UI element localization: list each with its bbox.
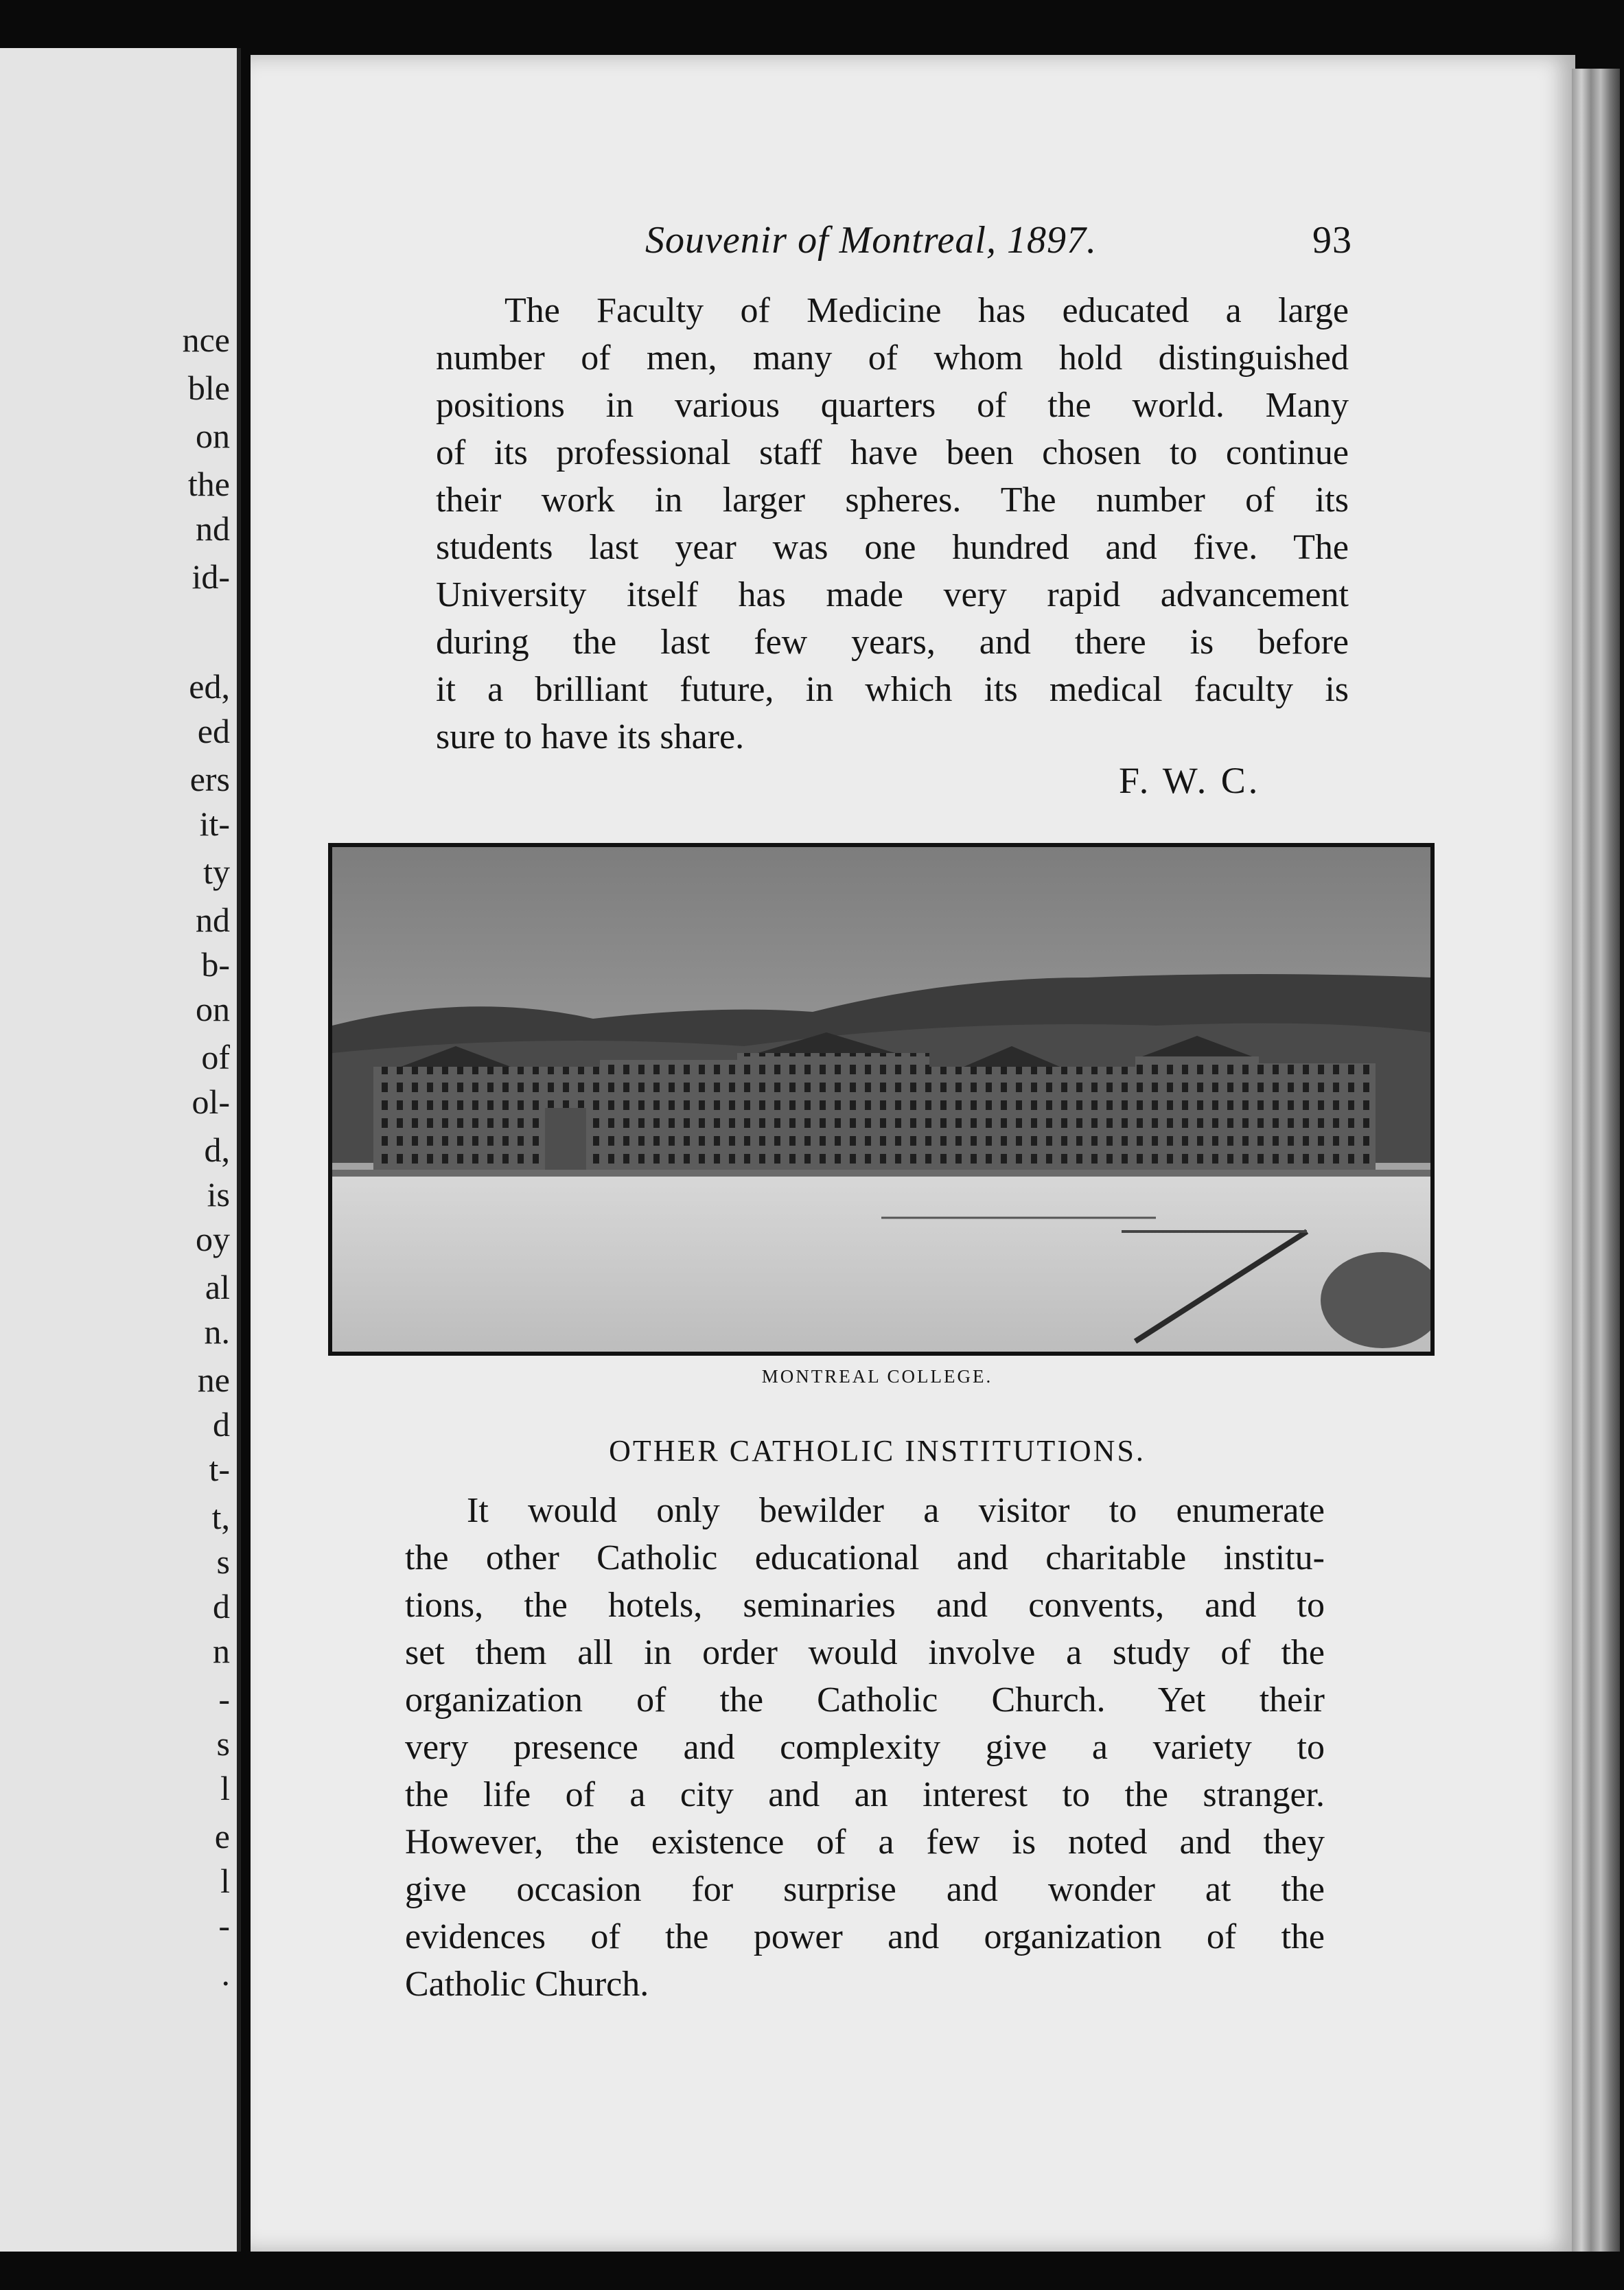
previous-page-fragment: nce: [182, 321, 230, 359]
previous-page-fragment: it-: [199, 805, 230, 843]
previous-page-fragment: s: [216, 1542, 230, 1581]
previous-page-fragment: on: [196, 990, 230, 1028]
author-initials: F. W. C.: [1119, 760, 1261, 801]
previous-page-fragment: t-: [209, 1450, 230, 1488]
text-line: of its professional staff have been chosen to continue: [436, 433, 1349, 472]
montreal-college-photograph: [328, 843, 1435, 1356]
previous-page-fragment: d,: [204, 1131, 230, 1169]
previous-page-fragment: is: [207, 1175, 230, 1214]
previous-page-fragment: b-: [201, 945, 230, 984]
text-line: positions in various quarters of the world. Many: [436, 386, 1349, 425]
previous-page-fragment: nd: [196, 901, 230, 939]
previous-page-fragment: id-: [192, 557, 230, 596]
text-line: sure to have its share.: [436, 717, 745, 756]
text-line: tions, the hotels, seminaries and convents, and to: [405, 1586, 1325, 1625]
previous-page-fragment: ed,: [189, 667, 230, 706]
section-heading: OTHER CATHOLIC INSTITUTIONS.: [609, 1434, 1146, 1468]
paragraph-catholic-institutions: [405, 1487, 1325, 2008]
text-line: organization of the Catholic Church. Yet their: [405, 1680, 1325, 1720]
text-line: the other Catholic educational and charitable institu-: [405, 1538, 1325, 1577]
previous-page-fragment: al: [205, 1268, 230, 1306]
previous-page-fragment: nd: [196, 509, 230, 548]
photo-caption: MONTREAL COLLEGE.: [761, 1366, 993, 1387]
previous-page-fragment: t,: [211, 1498, 230, 1536]
paragraph-faculty-of-medicine: [436, 287, 1349, 761]
previous-page-fragment: n.: [204, 1312, 230, 1351]
text-line: students last year was one hundred and five. The: [436, 528, 1349, 567]
previous-page-fragment: ers: [189, 760, 230, 798]
previous-page-fragment: .: [221, 1954, 230, 1993]
previous-page-fragment: oy: [196, 1220, 230, 1258]
previous-page-fragment: ble: [187, 369, 230, 407]
page-number: 93: [1312, 219, 1352, 262]
previous-page-fragment: -: [218, 1906, 230, 1945]
previous-page-fragment: of: [201, 1038, 230, 1076]
text-line: The Faculty of Medicine has educated a large: [504, 291, 1349, 330]
previous-page-fragment: ne: [197, 1361, 230, 1399]
previous-page-fragment: d: [213, 1587, 230, 1626]
previous-page-fragment: d: [213, 1405, 230, 1444]
text-line: Catholic Church.: [405, 1965, 649, 2004]
previous-page-fragment: on: [196, 417, 230, 455]
text-line: number of men, many of whom hold distinguished: [436, 338, 1349, 378]
text-line: give occasion for surprise and wonder at the: [405, 1870, 1325, 1909]
page-edge: [1572, 69, 1620, 2252]
previous-page-fragment: ol-: [192, 1083, 230, 1121]
previous-page-fragment: n: [213, 1632, 230, 1670]
text-line: the life of a city and an interest to the stranger.: [405, 1775, 1325, 1814]
text-line: during the last few years, and there is before: [436, 623, 1349, 662]
text-line: it a brilliant future, in which its medical faculty is: [436, 670, 1349, 709]
previous-page-fragment: s: [216, 1724, 230, 1763]
previous-page: [0, 48, 241, 2252]
text-line: evidences of the power and organization of the: [405, 1917, 1325, 1956]
running-head: [398, 218, 1359, 262]
previous-page-fragment: ty: [203, 853, 230, 891]
running-title: Souvenir of Montreal, 1897.: [645, 219, 1097, 262]
previous-page-fragment: the: [187, 465, 230, 503]
text-line: It would only bewilder a visitor to enumerate: [467, 1491, 1325, 1530]
previous-page-fragment: l: [220, 1862, 230, 1900]
text-line: very presence and complexity give a variety to: [405, 1728, 1325, 1767]
text-line: set them all in order would involve a study of the: [405, 1633, 1325, 1672]
text-line: However, the existence of a few is noted and they: [405, 1823, 1325, 1862]
previous-page-fragment: l: [220, 1769, 230, 1807]
previous-page-fragment: ed: [197, 712, 230, 750]
text-line: their work in larger spheres. The number of its: [436, 481, 1349, 520]
text-line: University itself has made very rapid advancement: [436, 575, 1349, 614]
previous-page-fragment: -: [218, 1680, 230, 1718]
previous-page-fragment: e: [214, 1817, 230, 1855]
